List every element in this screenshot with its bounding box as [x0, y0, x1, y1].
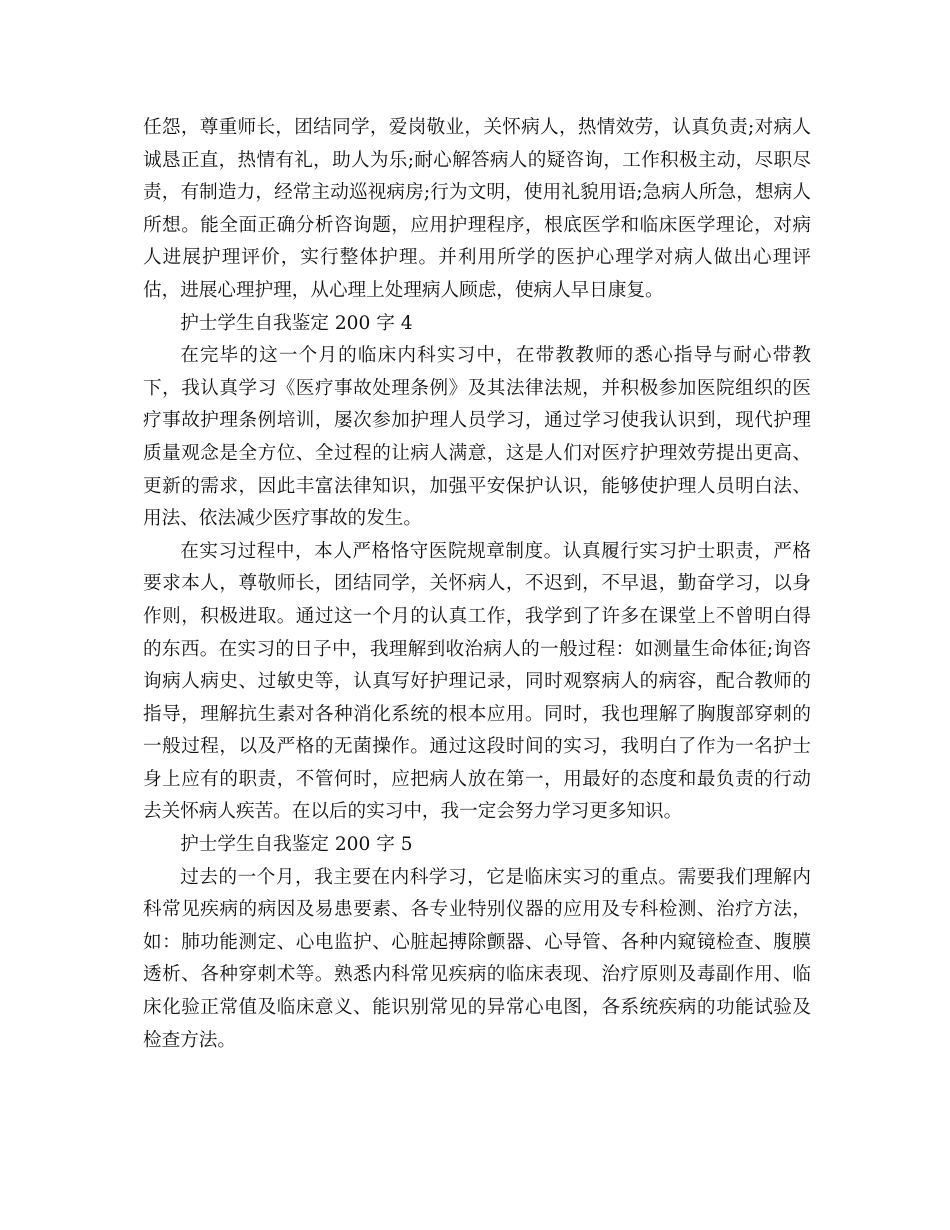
paragraph-4-1: 在完毕的这一个月的临床内科实习中，在带教教师的悉心指导与耐心带教下，我认真学习《医疗事故处理条例》及其法律法规，并积极参加医院组织的医疗事故护理条例培训，屡次参加护理人员学习，通过学习使我认识到，现代护理质量观念是全方位、全过程的让病人满意，这是人们对医疗护理效劳提出更高、更新的需求，因此丰富法律知识，加强平安保护认识，能够使护理人员明白法、用法、依法减少医疗事故的发生。: [143, 345, 811, 530]
paragraph-continued: 任怨，尊重师长，团结同学，爱岗敬业，关怀病人，热情效劳，认真负责;对病人诚恳正直，热情有礼，助人为乐;耐心解答病人的疑咨询，工作积极主动，尽职尽责，有制造力，经常主动巡视病房;行为文明，使用礼貌用语;急病人所急，想病人所想。能全面正确分析咨询题，应用护理程序，根底医学和临床医学理论，对病人进展护理评价，实行整体护理。并利用所学的医护心理学对病人做出心理评估，进展心理护理，从心理上处理病人顾虑，使病人早日康复。: [143, 117, 811, 301]
section-heading-5: 护士学生自我鉴定 200 字 5: [180, 834, 413, 856]
paragraph-5-1: 过去的一个月，我主要在内科学习，它是临床实习的重点。需要我们理解内科常见疾病的病因及易患要素、各专业特别仪器的应用及专科检测、治疗方法，如：肺功能测定、心电监护、心脏起搏除颤器、心导管、各种内窥镜检查、腹膜透析、各种穿刺术等。熟悉内科常见疾病的临床表现、治疗原则及毒副作用、临床化验正常值及临床意义、能识别常见的异常心电图，各系统疾病的功能试验及检查方法。: [143, 866, 811, 1051]
paragraph-4-2: 在实习过程中，本人严格恪守医院规章制度。认真履行实习护士职责，严格要求本人，尊敬师长，团结同学，关怀病人，不迟到，不早退，勤奋学习，以身作则，积极进取。通过这一个月的认真工作，我学到了许多在课堂上不曾明白得的东西。在实习的日子中，我理解到收治病人的一般过程：如测量生命体征;询咨询病人病史、过敏史等，认真写好护理记录，同时观察病人的病容，配合教师的指导，理解抗生素对各种消化系统的根本应用。同时，我也理解了胸腹部穿刺的一般过程，以及严格的无菌操作。通过这段时间的实习，我明白了作为一名护士身上应有的职责，不管何时，应把病人放在第一，用最好的态度和最负责的行动去关怀病人疾苦。在以后的实习中，我一定会努力学习更多知识。: [143, 540, 811, 823]
document-body: [143, 112, 811, 1057]
section-heading-4: 护士学生自我鉴定 200 字 4: [180, 312, 413, 334]
